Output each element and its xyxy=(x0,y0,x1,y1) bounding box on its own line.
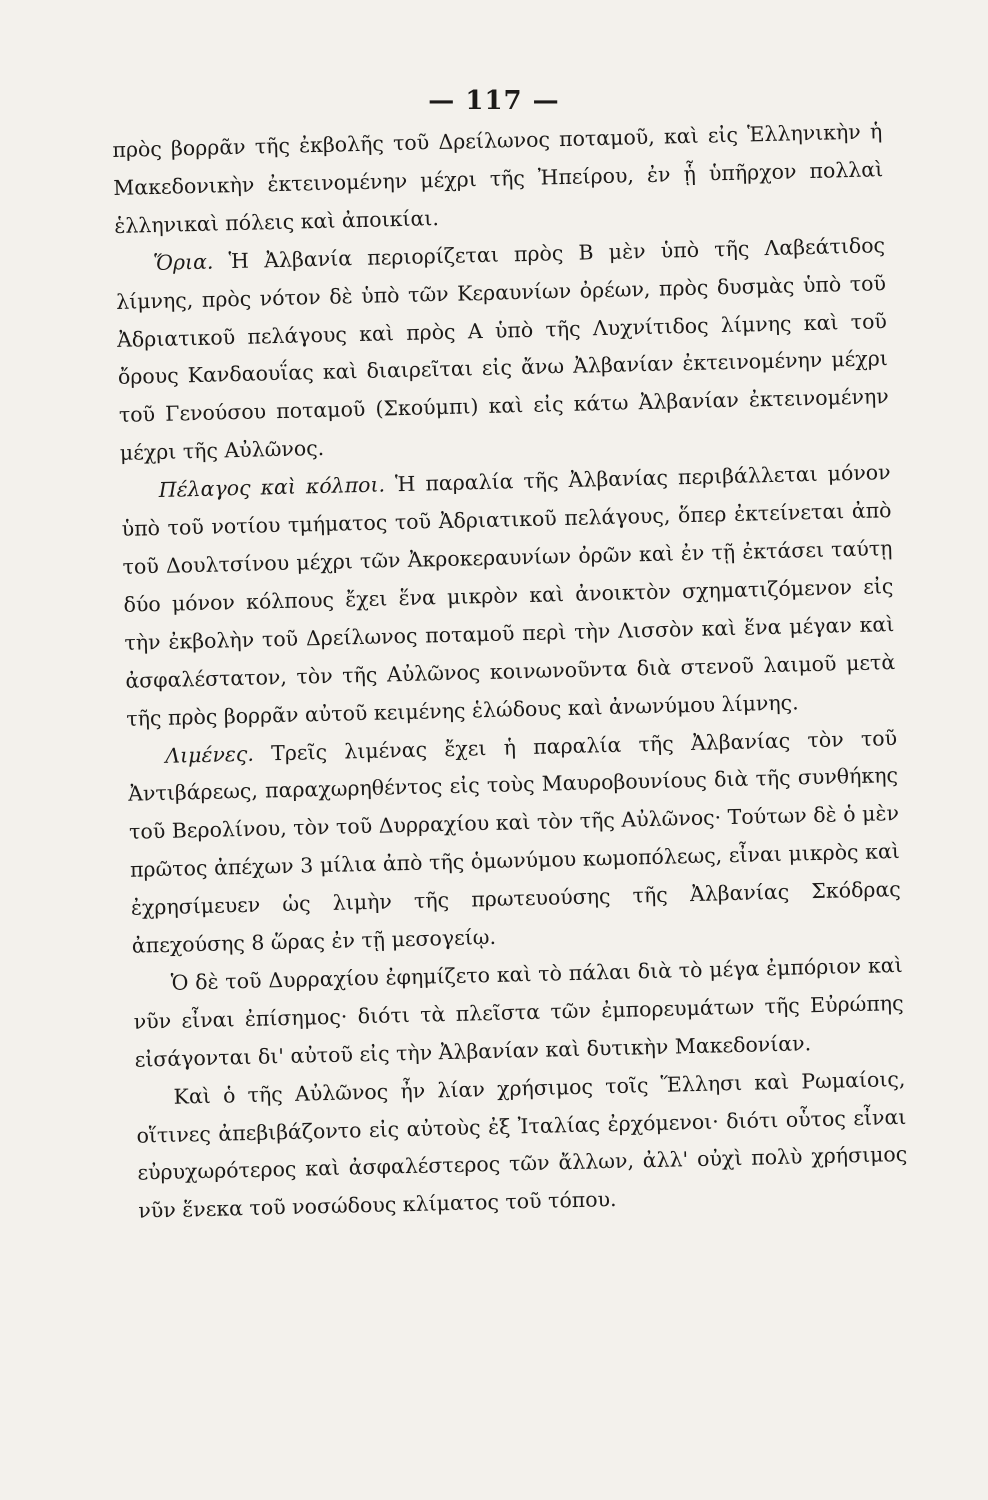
paragraph-text: Ὁ δὲ τοῦ Δυρραχίου ἐφημίζετο καὶ τὸ πάλαι διὰ τὸ μέγα ἐμπόριον καὶ νῦν εἶναι ἐπίσημος· διότι τὰ πλεῖστα τῶν ἐμπορευμάτων τῆς Εὐρώπης εἰσάγονται δι' αὐτοῦ εἰς τὴν Ἀλβανίαν καὶ δυτικὴν Μακεδονίαν. xyxy=(133,952,904,1072)
paragraph-text: Καὶ ὁ τῆς Αὐλῶνος ἦν λίαν χρήσιμος τοῖς Ἕλλησι καὶ Ρωμαίοις, οἵτινες ἀπεβιβάζοντο εἰς αὐτοὺς ἐξ Ἰταλίας ἐρχόμενοι· διότι οὗτος εἶναι εὐρυχωρότερος καὶ ἀσφαλέστερος τῶν ἄλλων, ἀλλ' οὐχὶ πολὺ χρήσιμος νῦν ἕνεκα τοῦ νοσώδους κλίματος τοῦ τόπου. xyxy=(136,1066,908,1224)
paragraph-text: Ἡ Ἀλβανία περιορίζεται πρὸς Β μὲν ὑπὸ τῆς Λαβεάτιδος λίμνης, πρὸς νότον δὲ ὑπὸ τῶν Κεραυνίων ὀρέων, πρὸς δυσμὰς ὑπὸ τοῦ Ἀδριατικοῦ πελάγους καὶ πρὸς Α ὑπὸ τῆς Λυχνίτιδος λίμνης καὶ τοῦ ὄρους Κανδαουΐας καὶ διαιρεῖται εἰς ἄνω Ἀλβανίαν ἐκτεινομένην μέχρι τοῦ Γενούσου ποταμοῦ (Σκούμπι) καὶ εἰς κάτω Ἀλβανίαν ἐκτεινομένην μέχρι τῆς Αὐλῶνος. xyxy=(115,232,889,466)
paragraph-text: Τρεῖς λιμένας ἔχει ἡ παραλία τῆς Ἀλβανίας τὸν τοῦ Ἀντιβάρεως, παραχωρηθέντος εἰς τοὺς Μαυροβουνίους διὰ τῆς συνθήκης τοῦ Βερολίνου, τὸν τοῦ Δυρραχίου καὶ τὸν τῆς Αὐλῶνος· Τούτων δὲ ὁ μὲν πρῶτος ἀπέχων 3 μίλια ἀπὸ τῆς ὁμωνύμου κωμοπόλεως, εἶναι μικρὸς καὶ ἐχρησίμευεν ὡς λιμὴν τῆς πρωτευούσης τῆς Ἀλβανίας Σκόδρας ἀπεχούσης 8 ὥρας ἐν τῇ μεσογείῳ. xyxy=(127,725,902,958)
section-heading-harbors: Λιμένες. xyxy=(164,741,255,768)
paragraph-text: Ἡ παραλία τῆς Ἀλβανίας περιβάλλεται μόνον ὑπὸ τοῦ νοτίου τμήματος τοῦ Ἀδριατικοῦ πελάγους, ὅπερ ἐκτείνεται ἀπὸ τοῦ Δουλτσίνου μέχρι τῶν Ἀκροκεραυνίων ὀρῶν καὶ ἐν τῇ ἐκτάσει ταύτῃ δύο μόνον κόλπους ἔχει ἕνα μικρὸν καὶ ἀνοικτὸν σχηματιζόμενον εἰς τὴν ἐκβολὴν τοῦ Δρείλωνος ποταμοῦ περὶ τὴν Λισσὸν καὶ ἕνα μέγαν καὶ ἀσφαλέστατον, τὸν τῆς Αὐλῶνος κοινωνοῦντα διὰ στενοῦ λαιμοῦ μετὰ τῆς πρὸς βορρᾶν αὐτοῦ κειμένης ἑλώδους καὶ ἀνωνύμου λίμνης. xyxy=(121,460,896,731)
page-number: — 117 — xyxy=(428,86,560,116)
paragraph-harbors xyxy=(127,720,902,966)
paragraph-sea-and-gulfs xyxy=(120,454,896,738)
section-heading-boundaries: Ὅρια. xyxy=(152,249,214,275)
paragraph-aulon xyxy=(135,1061,908,1231)
body-text xyxy=(112,113,909,1231)
section-heading-sea-and-gulfs: Πέλαγος καὶ κόλποι. xyxy=(158,472,386,503)
paragraph-dyrrachium xyxy=(132,947,905,1079)
paragraph-continuation xyxy=(112,113,885,245)
paragraph-text: πρὸς βορρᾶν τῆς ἐκβολῆς τοῦ Δρείλωνος ποταμοῦ, καὶ εἰς Ἑλληνικὴν ἡ Μακεδονικὴν ἐκτεινομένην μέχρι τῆς Ἠπείρου, ἐν ᾗ ὑπῆρχον πολλαὶ ἑλληνικαὶ πόλεις καὶ ἀποικίαι. xyxy=(112,119,884,238)
paragraph-boundaries xyxy=(115,227,890,473)
